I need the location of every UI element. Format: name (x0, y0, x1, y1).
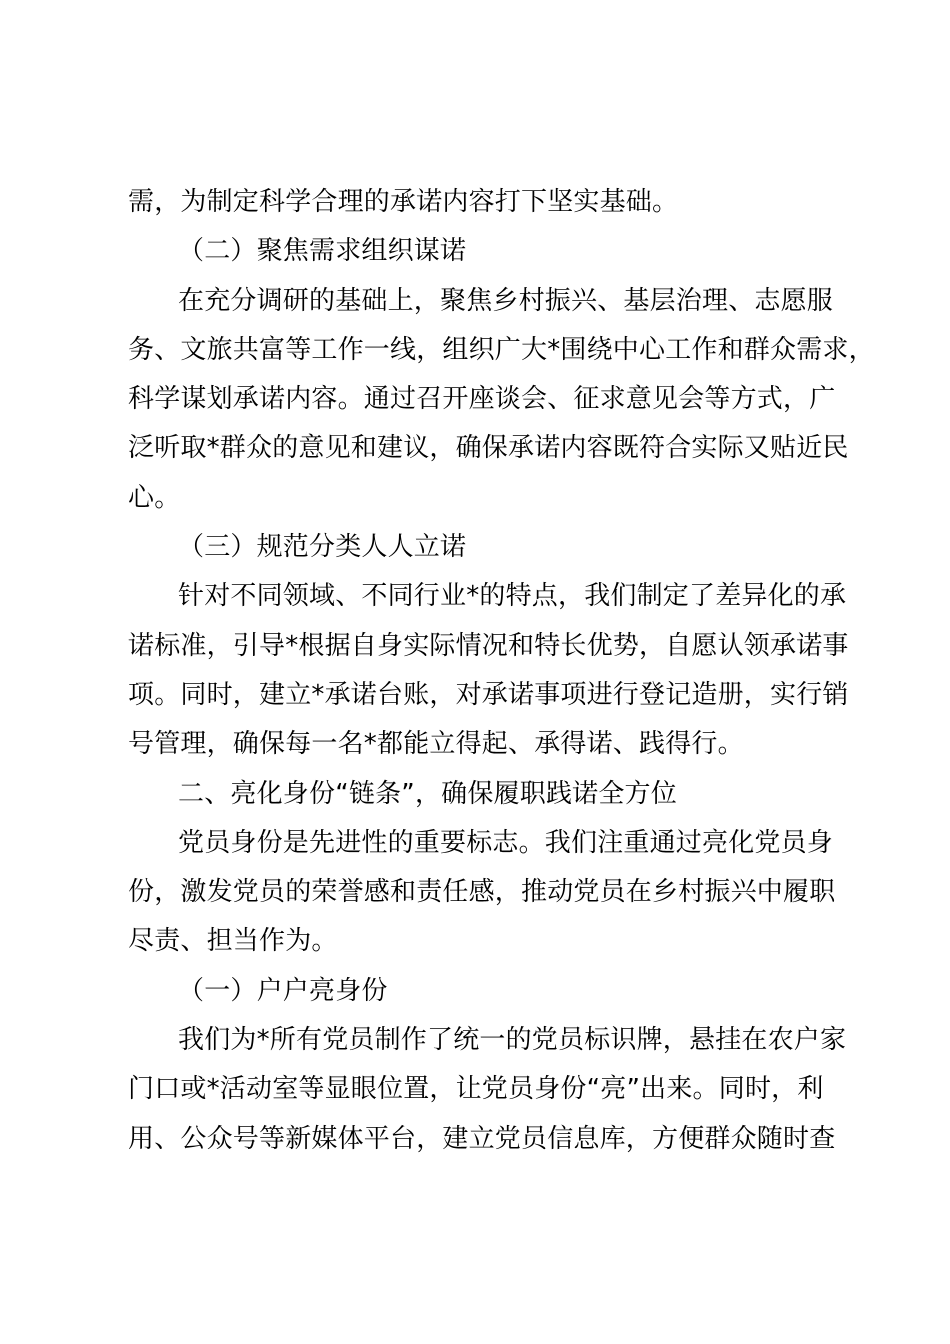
text-line: 在充分调研的基础上，聚焦乡村振兴、基层治理、志愿服 (178, 285, 834, 316)
text-line: 份，激发党员的荣誉感和责任感，推动党员在乡村振兴中履职 (128, 877, 836, 908)
text-line: 心。 (128, 482, 181, 513)
text-line: 用、公众号等新媒体平台，建立党员信息库，方便群众随时查 (128, 1123, 836, 1154)
section-heading: （三）规范分类人人立诺 (178, 532, 467, 563)
document-body (128, 178, 875, 1164)
text-line: 项。同时，建立*承诺台账，对承诺事项进行登记造册，实行销 (128, 679, 849, 710)
section-heading: （一）户户亮身份 (178, 975, 388, 1006)
text-line: 党员身份是先进性的重要标志。我们注重通过亮化党员身 (178, 827, 834, 858)
text-line: 针对不同领域、不同行业*的特点，我们制定了差异化的承 (178, 581, 847, 612)
text-line: 门口或*活动室等显眼位置，让党员身份“亮”出来。同时，利 (128, 1074, 824, 1105)
text-line: 我们为*所有党员制作了统一的党员标识牌，悬挂在农户家 (178, 1025, 847, 1056)
text-line: 需，为制定科学合理的承诺内容打下坚实基础。 (128, 187, 679, 217)
text-line: 泛听取*群众的意见和建议，确保承诺内容既符合实际又贴近民 (128, 433, 849, 464)
text-line: 务、文旅共富等工作一线，组织广大*围绕中心工作和群众需求， (128, 334, 875, 365)
text-line: 科学谋划承诺内容。通过召开座谈会、征求意见会等方式，广 (128, 384, 836, 415)
chapter-heading: 二、亮化身份“链条”，确保履职践诺全方位 (178, 778, 677, 809)
text-line: 号管理，确保每一名*都能立得起、承得诺、践得行。 (128, 729, 744, 760)
section-heading: （二）聚焦需求组织谋诺 (178, 236, 467, 267)
text-line: 诺标准，引导*根据自身实际情况和特长优势，自愿认领承诺事 (128, 630, 849, 661)
text-line: 尽责、担当作为。 (128, 926, 338, 957)
